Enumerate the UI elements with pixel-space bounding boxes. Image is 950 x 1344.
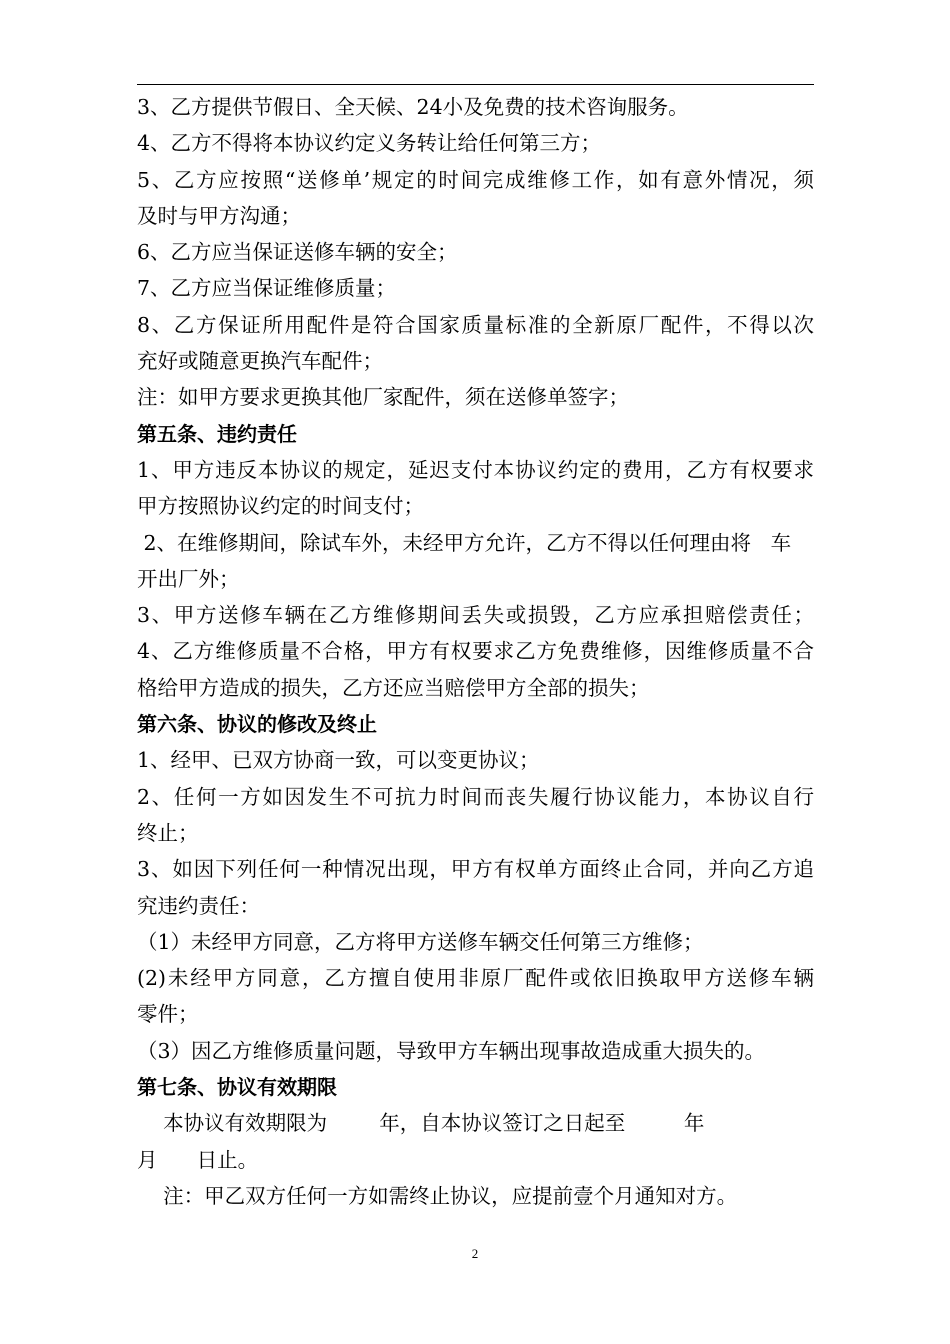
section-heading-article-6: 第六条、协议的修改及终止 xyxy=(137,712,377,737)
document-body xyxy=(137,89,814,1214)
clause-line: （3）因乙方维修质量问题，导致甲方车辆出现事故造成重大损失的。 xyxy=(137,1038,766,1063)
validity-line: 月 日止。 xyxy=(137,1147,259,1172)
clause-line: 4、乙方不得将本协议约定义务转让给任何第三方； xyxy=(137,131,602,156)
section-heading-article-5: 第五条、违约责任 xyxy=(137,421,297,446)
clause-line: 究违约责任： xyxy=(137,893,260,918)
clause-line: 1、经甲、已双方协商一致，可以变更协议； xyxy=(137,748,540,773)
clause-line: 6、乙方应当保证送修车辆的安全； xyxy=(137,240,458,265)
clause-line: 2、在维修期间，除试车外，未经甲方允许，乙方不得以任何理由将 车 xyxy=(137,530,792,555)
clause-line: (2)未经甲方同意，乙方擅自使用非原厂配件或依旧换取甲方送修车辆 xyxy=(137,966,814,991)
clause-line: 4、乙方维修质量不合格，甲方有权要求乙方免费维修，因维修质量不合 xyxy=(137,639,814,664)
clause-line: 3、如因下列任何一种情况出现，甲方有权单方面终止合同，并向乙方追 xyxy=(137,857,814,882)
section-heading-article-7: 第七条、协议有效期限 xyxy=(137,1075,337,1100)
clause-line: 2、任何一方如因发生不可抗力时间而丧失履行协议能力，本协议自行 xyxy=(137,784,814,809)
page-number: 2 xyxy=(471,1246,479,1261)
clause-line: 3、甲方送修车辆在乙方维修期间丢失或损毁，乙方应承担赔偿责任； xyxy=(137,603,814,628)
validity-line: 本协议有效期限为 年，自本协议签订之日起至 年 xyxy=(137,1111,705,1136)
note-line: 注：甲乙双方任何一方如需终止协议，应提前壹个月通知对方。 xyxy=(137,1183,738,1208)
clause-line: 及时与甲方沟通； xyxy=(137,203,301,228)
clause-line: 5、乙方应按照“送修单’规定的时间完成维修工作，如有意外情况，须 xyxy=(137,167,814,192)
note-line: 注：如甲方要求更换其他厂家配件，须在送修单签字； xyxy=(137,385,629,410)
clause-line: （1）未经甲方同意，乙方将甲方送修车辆交任何第三方维修； xyxy=(137,929,704,954)
clause-line: 充好或随意更换汽车配件； xyxy=(137,349,383,374)
clause-line: 终止； xyxy=(137,820,199,845)
clause-line: 格给甲方造成的损失，乙方还应当赔偿甲方全部的损失； xyxy=(137,675,650,700)
header-rule xyxy=(137,84,814,85)
clause-line: 开出厂外； xyxy=(137,566,240,591)
clause-line: 1、甲方违反本协议的规定，延迟支付本协议约定的费用，乙方有权要求 xyxy=(137,457,814,482)
clause-line: 3、乙方提供节假日、全天候、24小及免费的技术咨询服务。 xyxy=(137,95,689,119)
clause-line: 零件； xyxy=(137,1002,199,1027)
clause-line: 7、乙方应当保证维修质量； xyxy=(137,276,397,301)
clause-line: 甲方按照协议约定的时间支付； xyxy=(137,494,424,519)
clause-line: 8、乙方保证所用配件是符合国家质量标准的全新原厂配件，不得以次 xyxy=(137,312,814,337)
